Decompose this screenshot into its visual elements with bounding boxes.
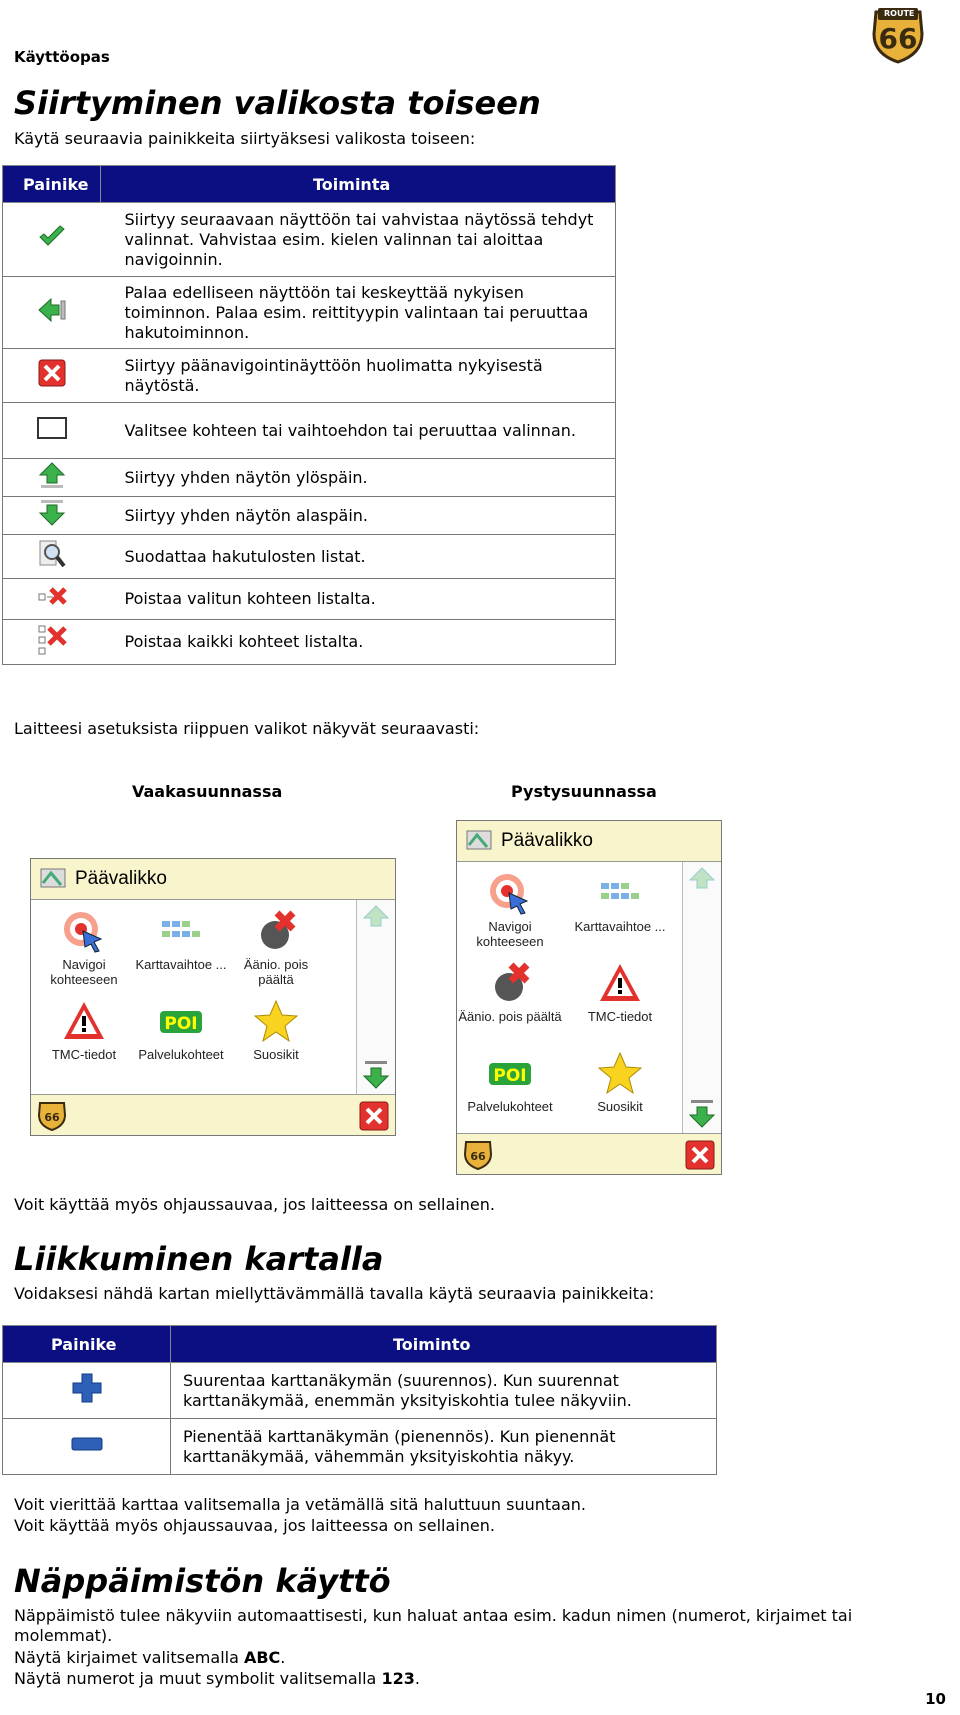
row-text: Siirtyy yhden näytön ylöspäin. — [101, 459, 616, 497]
menu-item-label: päältä — [258, 972, 294, 987]
menu-item-favorites[interactable] — [565, 1051, 675, 1114]
keyboard-intro: Näppäimistö tulee näkyviin automaattisesti, kun haluat antaa esim. kadun nimen (numerot, kirjaimet tai molemmat). — [14, 1606, 853, 1645]
table-row — [3, 203, 616, 277]
menu-footer — [31, 1094, 395, 1135]
menu-item-label: kohteeseen — [50, 972, 118, 987]
row-text: Pienentää karttanäkymän (pienennös). Kun pienennät karttanäkymää, vähemmän yksityiskohtia näkyy. — [171, 1419, 717, 1475]
period: . — [280, 1648, 286, 1667]
menu-buttons-table — [2, 165, 616, 665]
menu-item-tmc[interactable] — [565, 961, 675, 1024]
table-row — [3, 403, 616, 459]
row-text: Siirtyy seuraavaan näyttöön tai vahvistaa näytössä tehdyt valinnat. Vahvistaa esim. kielen valinnan tai aloittaa navigoinnin. — [101, 203, 616, 277]
table-row — [3, 459, 616, 497]
menu-home-icon — [37, 865, 69, 893]
scroll-column — [356, 900, 395, 1094]
table-row — [3, 620, 616, 665]
menu-item-favorites[interactable] — [221, 999, 331, 1062]
section-title-map: Liikkuminen kartalla — [14, 1240, 384, 1278]
joystick-note: Voit käyttää myös ohjaussauvaa, jos laitteessa on sellainen. — [14, 1195, 495, 1214]
row-text: Valitsee kohteen tai vaihtoehdon tai peruuttaa valinnan. — [101, 403, 616, 459]
zoom-out-icon — [3, 1419, 171, 1475]
section-title-keyboard: Näppäimistön käyttö — [14, 1562, 391, 1600]
numbers-key: 123 — [381, 1669, 415, 1688]
row-text: Poistaa valitun kohteen listalta. — [101, 579, 616, 620]
menu-item-label: kohteeseen — [476, 934, 544, 949]
menu-footer — [457, 1133, 721, 1174]
sound-off-icon — [487, 961, 533, 1005]
row-text: Suurentaa karttanäkymän (suurennos). Kun suurennat karttanäkymää, enemmän yksityiskohtia tulee näkyviin. — [171, 1363, 717, 1419]
logo-number: 66 — [878, 22, 918, 55]
menu-item-label: Palvelukohteet — [467, 1099, 553, 1114]
menu-item-tmc[interactable] — [29, 999, 139, 1062]
menu-item-label: TMC-tiedot — [51, 1047, 117, 1062]
check-icon — [3, 203, 101, 277]
menu-item-mapswitch[interactable] — [565, 871, 675, 934]
menu-item-label: Suosikit — [597, 1099, 643, 1114]
column-header-action: Toiminto — [171, 1326, 717, 1363]
table-row — [3, 579, 616, 620]
table-header-row — [3, 1326, 717, 1363]
star-icon — [253, 999, 299, 1043]
letters-note-text: Näytä kirjaimet valitsemalla — [14, 1648, 244, 1667]
menu-title: Päävalikko — [75, 868, 167, 889]
letters-note — [14, 1648, 285, 1668]
page-down-icon — [688, 1099, 716, 1129]
portrait-label: Pystysuunnassa — [511, 782, 657, 801]
menu-item-label: Suosikit — [253, 1047, 299, 1062]
poi-badge-text: POI — [493, 1066, 527, 1086]
menu-item-navigate[interactable] — [455, 871, 565, 949]
landscape-label: Vaakasuunnassa — [132, 782, 283, 801]
menu-item-label: Navigoi — [488, 919, 532, 934]
small-logo-number: 66 — [470, 1150, 486, 1163]
page-number: 10 — [925, 1690, 946, 1708]
drag-note: Voit vierittää karttaa valitsemalla ja vetämällä sitä haluttuun suuntaan. — [14, 1495, 587, 1514]
menu-item-mapswitch[interactable] — [126, 909, 236, 972]
delete-all-icon — [3, 620, 101, 665]
menu-item-sound[interactable] — [221, 909, 331, 987]
menu-item-navigate[interactable] — [29, 909, 139, 987]
table-row — [3, 497, 616, 535]
numbers-note — [14, 1669, 420, 1689]
row-text: Poistaa kaikki kohteet listalta. — [101, 620, 616, 665]
document-header: Käyttöopas — [14, 48, 110, 66]
page-up-icon — [362, 904, 390, 932]
poi-badge-text: POI — [164, 1014, 198, 1034]
numbers-note-text: Näytä numerot ja muut symbolit valitsemalla — [14, 1669, 382, 1688]
table-row — [3, 1419, 717, 1475]
route66-logo — [870, 4, 926, 64]
row-text: Suodattaa hakutulosten listat. — [101, 535, 616, 579]
filter-search-icon — [3, 535, 101, 579]
close-icon — [685, 1140, 715, 1170]
menu-item-label: Karttavaihtoe ... — [574, 919, 666, 934]
table-row — [3, 349, 616, 403]
table-row — [3, 1363, 717, 1419]
column-header-button: Painike — [3, 1326, 171, 1363]
warning-icon — [597, 961, 643, 1005]
menu-item-label: Navigoi — [62, 957, 106, 972]
page-up-icon — [688, 866, 716, 894]
logo-route-text: ROUTE — [884, 9, 915, 18]
sound-off-icon — [253, 909, 299, 953]
checkbox-icon — [3, 403, 101, 459]
route66-small-icon — [37, 1099, 67, 1131]
page-down-icon — [362, 1060, 390, 1090]
small-logo-number: 66 — [44, 1111, 60, 1124]
menu-item-sound[interactable] — [455, 961, 565, 1024]
route66-small-icon — [463, 1138, 493, 1170]
row-text: Siirtyy päänavigointinäyttöön huolimatta nykyisestä näytöstä. — [101, 349, 616, 403]
delete-item-icon — [3, 579, 101, 620]
poi-icon — [487, 1051, 533, 1095]
menu-title: Päävalikko — [501, 830, 593, 851]
menu-item-poi[interactable] — [126, 999, 236, 1062]
page-up-icon — [3, 459, 101, 497]
landscape-menu-screen — [30, 858, 396, 1136]
scroll-column — [682, 862, 721, 1133]
target-icon — [61, 909, 107, 953]
warning-icon — [61, 999, 107, 1043]
menu-title-bar — [31, 859, 395, 900]
menu-title-bar — [457, 821, 721, 862]
zoom-in-icon — [3, 1363, 171, 1419]
column-header-action: Toiminta — [101, 166, 616, 203]
period: . — [414, 1669, 420, 1688]
menu-item-poi[interactable] — [455, 1051, 565, 1114]
menu-home-icon — [463, 827, 495, 855]
menu-item-label: Palvelukohteet — [138, 1047, 224, 1062]
menu-item-label: TMC-tiedot — [587, 1009, 653, 1024]
target-icon — [487, 871, 533, 915]
map-grid-icon — [158, 909, 204, 953]
menu-item-label: Äänio. pois päältä — [458, 1009, 562, 1024]
section-title-menus: Siirtyminen valikosta toiseen — [14, 84, 541, 122]
row-text: Palaa edelliseen näyttöön tai keskeyttää nykyisen toiminnon. Palaa esim. reittityypin valintaan tai peruuttaa hakutoiminnon. — [101, 277, 616, 349]
section-intro: Voidaksesi nähdä kartan miellyttävämmällä tavalla käytä seuraavia painikkeita: — [14, 1284, 655, 1303]
poi-icon — [158, 999, 204, 1043]
abc-key: ABC — [243, 1648, 281, 1667]
menus-intro: Laitteesi asetuksista riippuen valikot näkyvät seuraavasti: — [14, 719, 480, 738]
back-arrow-icon — [3, 277, 101, 349]
star-icon — [597, 1051, 643, 1095]
joystick-note: Voit käyttää myös ohjaussauvaa, jos laitteessa on sellainen. — [14, 1516, 495, 1535]
table-row — [3, 535, 616, 579]
table-row — [3, 277, 616, 349]
menu-item-label: Karttavaihtoe ... — [135, 957, 227, 972]
menu-item-label: Äänio. pois — [243, 957, 309, 972]
map-grid-icon — [597, 871, 643, 915]
column-header-button: Painike — [3, 166, 101, 203]
map-buttons-table — [2, 1325, 717, 1475]
row-text: Siirtyy yhden näytön alaspäin. — [101, 497, 616, 535]
portrait-menu-screen — [456, 820, 722, 1175]
close-icon — [3, 349, 101, 403]
section-intro: Käytä seuraavia painikkeita siirtyäksesi valikosta toiseen: — [14, 129, 476, 148]
page-down-icon — [3, 497, 101, 535]
table-header-row — [3, 166, 616, 203]
close-icon — [359, 1101, 389, 1131]
